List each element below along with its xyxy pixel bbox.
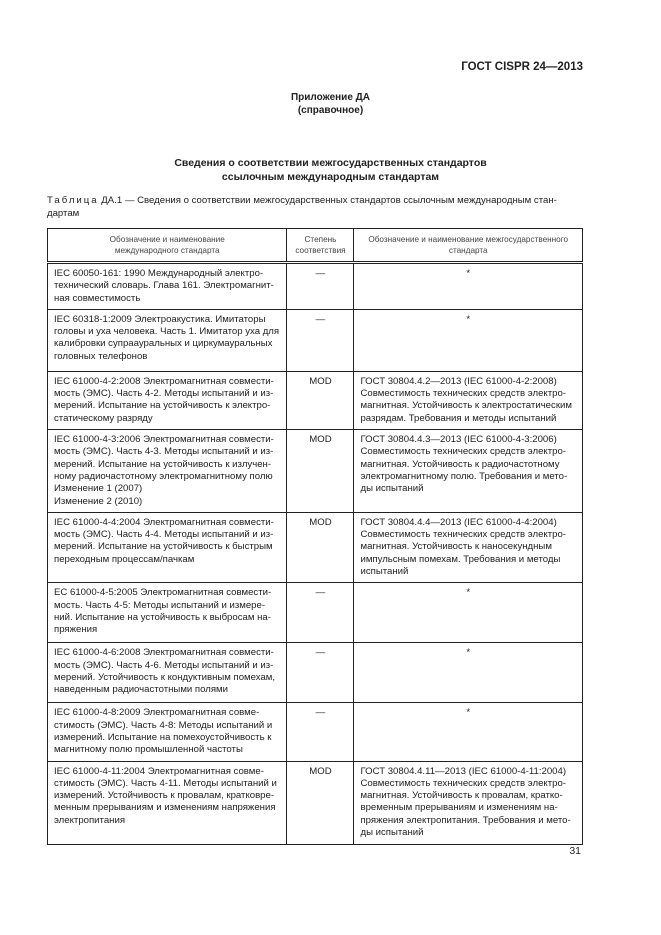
interstate-standard-cell: ГОСТ 30804.4.2—2013 (IEC 61000-4-2:2008) Совместимость технических средств электро- магнитная. Устойчивость к электростатическим разрядам. Требования и методы испытаний: [354, 371, 583, 429]
annex-title: Приложение ДА: [290, 92, 371, 103]
header-compliance-degree: Степень соответствия: [287, 229, 354, 263]
interstate-standard-cell: *: [354, 703, 583, 761]
annex-subtitle: (справочное): [297, 105, 364, 116]
international-standard-cell: IEC 61000-4-6:2008 Электромагнитная совмести- мость (ЭМС). Часть 4-6. Методы испытаний и из- мерений. Устойчивость к кондуктивным помехам, наведенным радиочастотными полями: [48, 643, 287, 703]
international-standard-cell: IEC 60050-161: 1990 Международный электро- технический словарь. Глава 161. Электромагнит- ная совместимость: [48, 263, 287, 310]
interstate-standard-cell: *: [354, 583, 583, 643]
interstate-standard-cell: ГОСТ 30804.4.11—2013 (IEC 61000-4-11:2004) Совместимость технических средств электро- магнитная. Устойчивость к провалам, кратко- временным прерываниям и изменениям на- пряжения электропитания. Требования и мето- ды испытаний: [354, 761, 583, 844]
international-standard-cell: IEC 61000-4-8:2009 Электромагнитная совме- стимость (ЭМС). Часть 4-8: Методы испытаний и измерений. Испытание на помехоустойчивость к магнитному полю промышленной частоты: [48, 703, 287, 761]
international-standard-cell: IEC 61000-4-11:2004 Электромагнитная совме- стимость (ЭМС). Часть 4-11. Методы испытаний и измерений. Устойчивость к провалам, кратковре- менным прерываниям и изменениям напряжения электропитания: [48, 761, 287, 844]
table-row: [48, 263, 583, 310]
interstate-standard-cell: ГОСТ 30804.4.4—2013 (IEC 61000-4-4:2004) Совместимость технических средств электро- магнитная. Устойчивость к наносекундным импульсным помехам. Требования и методы испытаний: [354, 512, 583, 582]
international-standard-cell: IEC 60318-1:2009 Электроакустика. Имитаторы головы и уха человека. Часть 1. Имитатор уха для калибровки супраауральных и циркумауральных головных телефонов: [48, 309, 287, 371]
caption-label: Таблица: [47, 195, 99, 206]
compliance-degree-cell: —: [287, 309, 354, 371]
table-row: [48, 309, 583, 371]
compliance-degree-cell: MOD: [287, 761, 354, 844]
compliance-degree-cell: MOD: [287, 430, 354, 513]
header-interstate-standard: Обозначение и наименование межгосударственного стандарта: [354, 229, 583, 263]
interstate-standard-cell: ГОСТ 30804.4.3—2013 (IEC 61000-4-3:2006) Совместимость технических средств электро- магнитная. Устойчивость к радиочастотному электромагнитному полю. Требования и мето- ды испытаний: [354, 430, 583, 513]
section-title-line2: ссылочным международным стандартам: [221, 171, 440, 183]
table-row: [48, 761, 583, 844]
international-standard-cell: IEC 61000-4-3:2006 Электромагнитная совмести- мость (ЭМС). Часть 4-3. Методы испытаний и из- мерений. Испытание на устойчивость к излучен- ному радиочастотному электромагнитному полю Изменение 1 (2007) Изменение 2 (2010): [48, 430, 287, 513]
header-international-standard: Обозначение и наименование международного стандарта: [48, 229, 287, 263]
table-row: [48, 430, 583, 513]
international-standard-cell: ЕС 61000-4-5:2005 Электромагнитная совмести- мость. Часть 4-5: Методы испытаний и измере- ний. Испытание на устойчивость к выбросам на- пряжения: [48, 583, 287, 643]
compliance-degree-cell: MOD: [287, 371, 354, 429]
table-row: [48, 643, 583, 703]
page-number: 31: [569, 845, 581, 857]
international-standard-cell: IEC 61000-4-4:2004 Электромагнитная совмести- мость (ЭМС). Часть 4-4. Методы испытаний и из- мерений. Испытание на устойчивость к быстрым переходным процессам/пачкам: [48, 512, 287, 582]
table-row: [48, 371, 583, 429]
interstate-standard-cell: *: [354, 309, 583, 371]
table-header-row: [48, 229, 583, 263]
caption-text: ДА.1 — Сведения о соответствии межгосударственных стандартов ссылочным международным стан- дартам: [47, 195, 557, 219]
section-title-line1: Сведения о соответствии межгосударственных стандартов: [174, 157, 487, 169]
interstate-standard-cell: *: [354, 643, 583, 703]
compliance-degree-cell: —: [287, 643, 354, 703]
table-row: [48, 512, 583, 582]
interstate-standard-cell: *: [354, 263, 583, 310]
international-standard-cell: IEC 61000-4-2:2008 Электромагнитная совмести- мость (ЭМС). Часть 4-2. Методы испытаний и из- мерений. Испытание на устойчивость к электро- статическому разряду: [48, 371, 287, 429]
table-row: [48, 583, 583, 643]
table-caption: [47, 194, 587, 220]
table-row: [48, 703, 583, 761]
compliance-degree-cell: —: [287, 583, 354, 643]
compliance-degree-cell: —: [287, 263, 354, 310]
document-code: ГОСТ CISPR 24—2013: [461, 61, 583, 73]
compliance-degree-cell: MOD: [287, 512, 354, 582]
compliance-degree-cell: —: [287, 703, 354, 761]
standards-table: [47, 228, 583, 845]
